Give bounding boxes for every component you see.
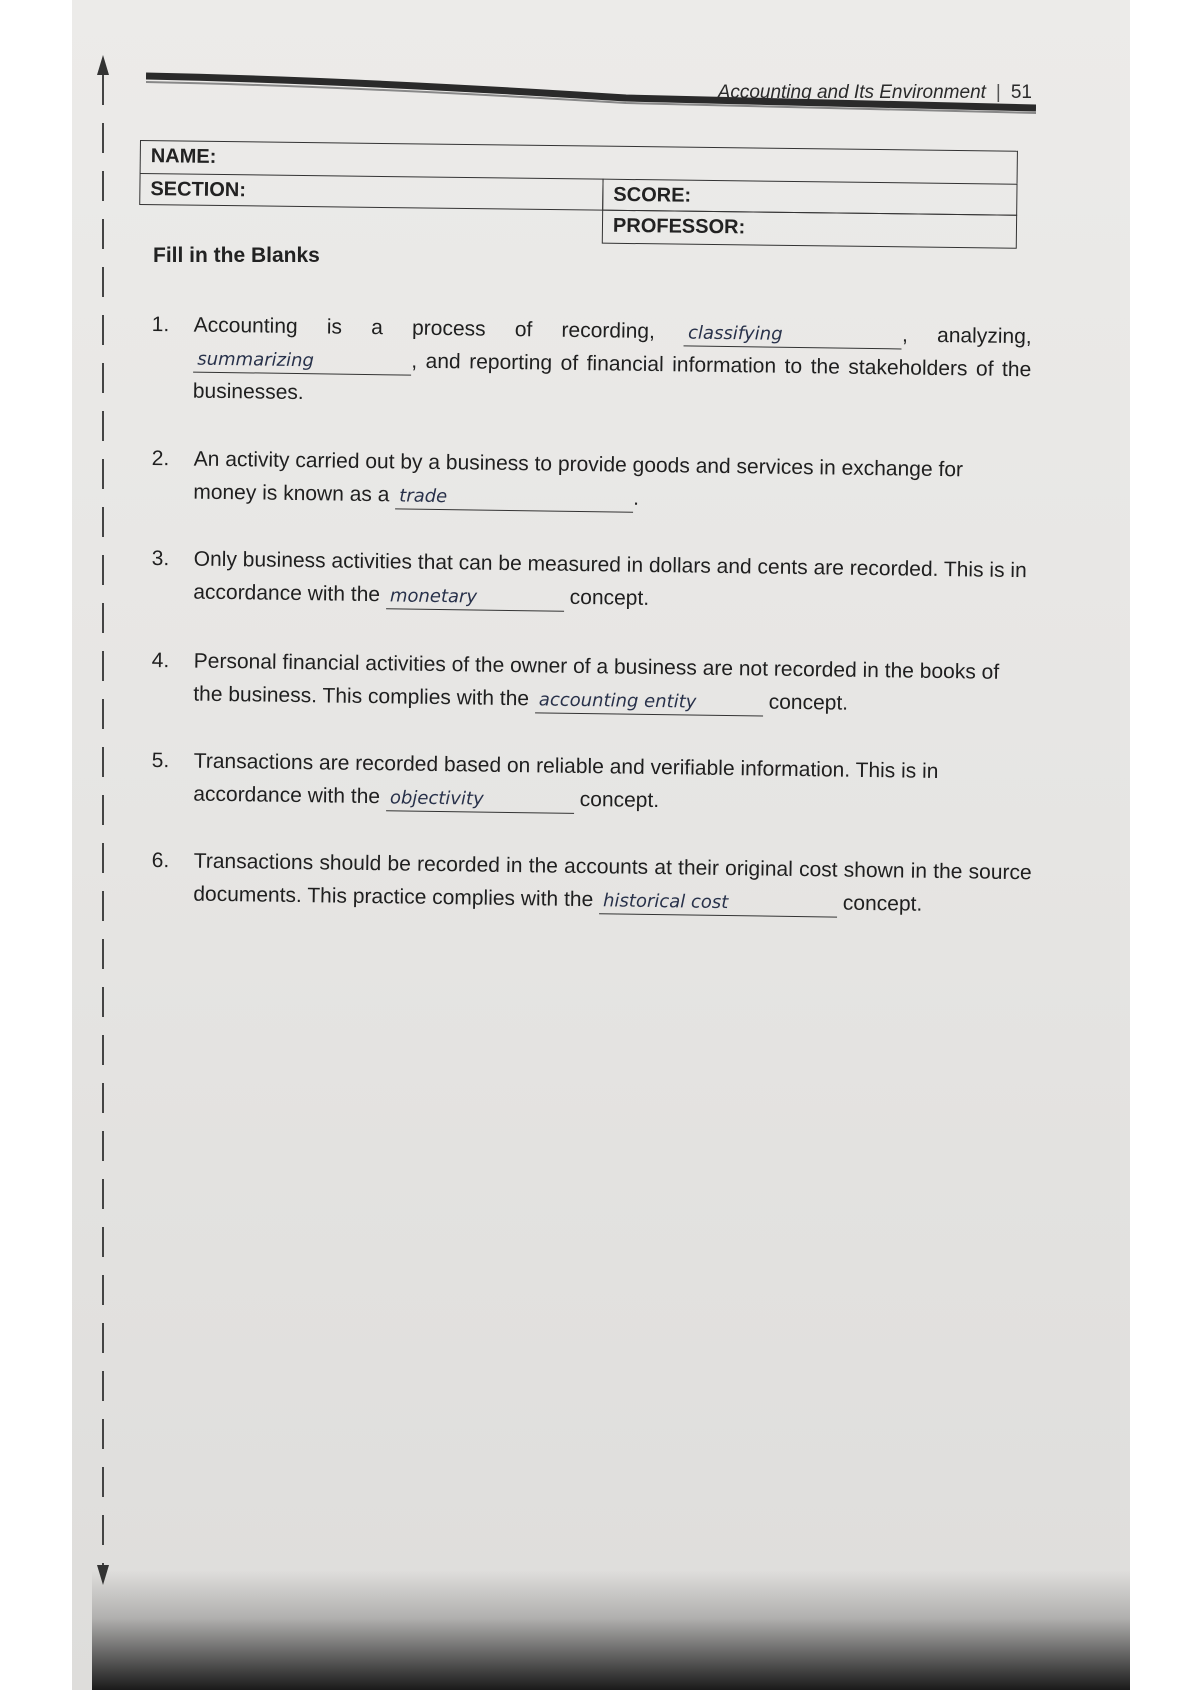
- answer-blank[interactable]: accounting entity: [535, 688, 763, 716]
- running-title: Accounting and Its Environment: [717, 82, 986, 103]
- question-text: .: [633, 486, 640, 510]
- answer-blank[interactable]: historical cost: [599, 889, 837, 917]
- scan-shadow: [92, 1570, 1130, 1690]
- question-1: [151, 308, 1032, 419]
- question-3: [151, 542, 1032, 620]
- question-number: 4.: [151, 648, 170, 673]
- question-number: 5.: [151, 748, 170, 773]
- question-number: 6.: [151, 848, 170, 873]
- page-number: 51: [1010, 82, 1032, 103]
- question-text: Transactions are recorded based on reliable and verifiable information. This is in accordance with the: [193, 749, 939, 809]
- section-title: Fill in the Blanks: [153, 244, 320, 267]
- name-label: NAME:: [150, 145, 217, 168]
- answer-blank[interactable]: trade: [395, 484, 633, 512]
- question-6: [151, 844, 1032, 922]
- question-text: Accounting is a process of recording,: [193, 313, 656, 344]
- question-text: concept.: [569, 585, 650, 610]
- section-label: SECTION:: [150, 178, 247, 202]
- answer-blank[interactable]: summarizing: [193, 348, 411, 376]
- question-number: 2.: [151, 446, 170, 471]
- professor-label: PROFESSOR:: [612, 214, 746, 239]
- question-text: Transactions should be recorded in the accounts at their original cost shown in the source documents. This practice complies with the: [193, 849, 1032, 912]
- header-separator: |: [995, 82, 1001, 103]
- answer-blank[interactable]: objectivity: [386, 786, 574, 814]
- question-text: , and reporting of financial information to the stakeholders of the businesses.: [192, 349, 1032, 405]
- question-number: 3.: [151, 546, 170, 571]
- student-info-table: [139, 140, 1018, 249]
- question-4: [151, 644, 1032, 722]
- score-label: SCORE:: [613, 183, 692, 207]
- question-text: Only business activities that can be measured in dollars and cents are recorded. This is in accordance with the: [193, 547, 1027, 607]
- question-5: [151, 744, 1032, 822]
- question-text: concept.: [842, 891, 923, 916]
- margin-arrow-icon: [88, 55, 118, 1585]
- professor-field[interactable]: [602, 210, 1017, 249]
- question-text: An activity carried out by a business to provide goods and services in exchange for money is known as a: [193, 447, 964, 507]
- running-head: [718, 82, 1032, 104]
- question-text: , analyzing,: [901, 323, 1032, 349]
- question-text: Personal financial activities of the owner of a business are not recorded in the books of the business. This complies with the: [193, 649, 1000, 711]
- question-number: 1.: [151, 312, 170, 337]
- question-text: concept.: [579, 787, 660, 813]
- question-text: concept.: [768, 690, 849, 715]
- answer-blank[interactable]: classifying: [684, 321, 902, 349]
- answer-blank[interactable]: monetary: [386, 584, 564, 611]
- question-2: [151, 442, 1032, 520]
- section-field[interactable]: [139, 173, 603, 211]
